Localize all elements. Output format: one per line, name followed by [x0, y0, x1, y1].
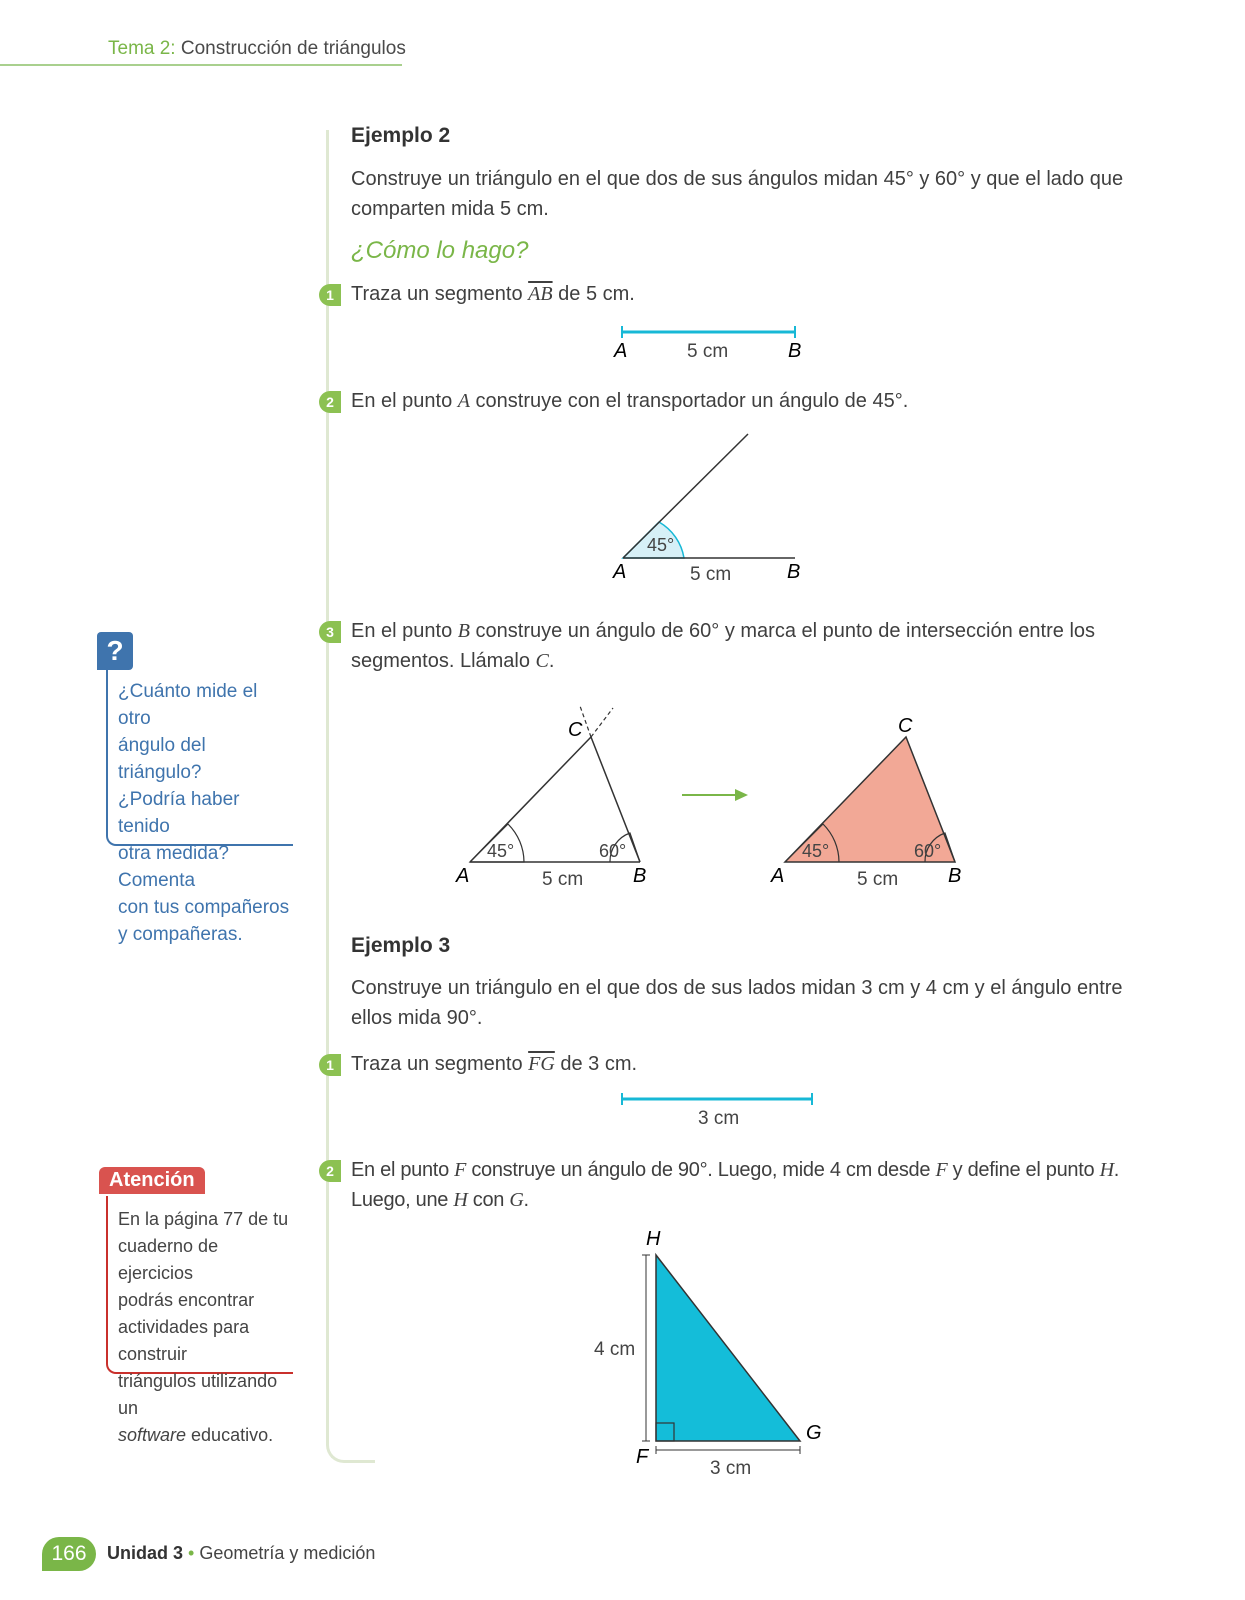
- point-label-g: G: [806, 1422, 822, 1444]
- point-name: H: [453, 1189, 468, 1211]
- arrow-icon: [680, 785, 750, 805]
- step-text: construye un ángulo de 60° y marca el punto de intersección entre los segmentos. Llámalo: [351, 620, 1096, 672]
- attention-line: [118, 1422, 298, 1449]
- step-number: 1: [319, 284, 341, 306]
- point-name: C: [535, 650, 549, 672]
- figure-right-triangle: [590, 1225, 850, 1490]
- point-label-b: B: [633, 865, 647, 887]
- page-header: [108, 38, 406, 60]
- header-divider: [0, 64, 402, 66]
- figure-angle-45: [600, 430, 820, 590]
- step-number: 2: [319, 1160, 341, 1182]
- question-line: y compañeras.: [118, 924, 243, 945]
- point-name: G: [509, 1189, 524, 1211]
- header-tema: Tema 2:: [108, 38, 176, 59]
- step-text: Traza un segmento: [351, 1053, 529, 1075]
- example-3-statement: Construye un triángulo en el que dos de sus lados midan 3 cm y 4 cm y el ángulo entre ellos mida 90°.: [351, 977, 1123, 1029]
- point-name: F: [935, 1159, 948, 1181]
- point-label-a: A: [456, 865, 470, 887]
- step-number: 1: [319, 1054, 341, 1076]
- example-2-title: Ejemplo 2: [351, 124, 451, 147]
- figure-triangle-construction: [456, 700, 660, 890]
- example-3-title: Ejemplo 3: [351, 934, 451, 957]
- step-text: . Luego, une: [351, 1159, 1120, 1211]
- example-2-statement: Construye un triángulo en el que dos de sus ángulos midan 45° y 60° y que el lado que comparten mida 5 cm.: [351, 168, 1124, 220]
- point-name: B: [457, 620, 470, 642]
- point-name: H: [1099, 1159, 1114, 1181]
- figure-segment-ab: [600, 322, 820, 367]
- dashed-extension: [591, 708, 613, 737]
- figure-segment-fg: [620, 1089, 820, 1129]
- question-line: otra medida? Comenta: [118, 843, 229, 891]
- step-text: En el punto: [351, 390, 458, 412]
- angle-label: 45°: [647, 535, 675, 555]
- angle-label: 60°: [599, 841, 627, 861]
- angle-label: 45°: [487, 841, 515, 861]
- page-footer: [107, 1543, 375, 1564]
- angle-label: 60°: [914, 841, 942, 861]
- length-label: 5 cm: [687, 341, 729, 362]
- segment-name: $\overline{AB}$: [528, 283, 553, 305]
- point-label-b: B: [787, 561, 801, 583]
- length-label: 5 cm: [690, 564, 732, 585]
- step-number: 2: [319, 391, 341, 413]
- angle-label: 45°: [802, 841, 830, 861]
- step-text: con: [467, 1189, 510, 1211]
- attention-line: En la página 77 de tu: [118, 1209, 289, 1229]
- step-text: de 3 cm.: [554, 1053, 638, 1075]
- attention-line: actividades para construir: [118, 1317, 250, 1364]
- ex3-step-2: [351, 1155, 1131, 1215]
- step-number: 3: [319, 621, 341, 643]
- point-label-b: B: [788, 340, 802, 362]
- segment-name: $\overline{FG}$: [528, 1053, 555, 1075]
- ex2-step-1: [351, 279, 1131, 309]
- footer-separator: •: [188, 1543, 195, 1563]
- step-text: En el punto: [351, 620, 458, 642]
- question-line: ¿Cuánto mide el otro: [118, 681, 258, 729]
- step-text: .: [548, 650, 555, 672]
- point-label-a: A: [613, 561, 627, 583]
- point-name: F: [454, 1159, 467, 1181]
- attention-line: podrás encontrar: [118, 1290, 255, 1310]
- question-icon: ?: [97, 632, 133, 670]
- page-number: 166: [42, 1537, 96, 1571]
- footer-topic: Geometría y medición: [199, 1543, 376, 1563]
- point-name: A: [457, 390, 470, 412]
- step-text: de 5 cm.: [552, 283, 635, 305]
- attention-italic: software: [118, 1425, 187, 1445]
- step-text: .: [523, 1189, 529, 1211]
- length-label: 5 cm: [857, 869, 899, 890]
- ex3-step-1: [351, 1049, 1131, 1079]
- point-label-b: B: [948, 865, 962, 887]
- attention-line: triángulos utilizando un: [118, 1371, 278, 1418]
- ray-line: [623, 434, 748, 558]
- point-label-f: F: [636, 1446, 649, 1468]
- ex2-step-3: [351, 616, 1131, 676]
- content-bracket: [326, 130, 375, 1463]
- point-label-h: H: [646, 1228, 661, 1250]
- step-text: construye un ángulo de 90°. Luego, mide 4 cm desde: [466, 1159, 936, 1181]
- attention-label: Atención: [99, 1167, 205, 1194]
- question-line: ángulo del triángulo?: [118, 735, 206, 783]
- step-text: construye con el transportador un ángulo de 45°.: [469, 390, 909, 412]
- question-line: ¿Podría haber tenido: [118, 789, 240, 837]
- arrow-head: [735, 789, 748, 801]
- point-label-a: A: [771, 865, 785, 887]
- attention-line: cuaderno de ejercicios: [118, 1236, 219, 1283]
- question-line: con tus compañeros: [118, 897, 290, 918]
- figure-triangle-filled: [771, 715, 975, 890]
- point-label-c: C: [898, 715, 913, 737]
- ex2-step-2: [351, 386, 1131, 416]
- header-title: Construcción de triángulos: [180, 38, 406, 59]
- footer-unit: Unidad 3: [107, 1543, 184, 1563]
- triangle-fgh: [656, 1255, 800, 1441]
- step-text: En el punto: [351, 1159, 455, 1181]
- step-text: y define el punto: [947, 1159, 1100, 1181]
- how-heading: ¿Cómo lo hago?: [351, 237, 529, 264]
- length-label: 4 cm: [594, 1339, 636, 1360]
- step-text: Traza un segmento: [351, 283, 529, 305]
- point-label-a: A: [614, 340, 628, 362]
- question-text: [118, 678, 293, 948]
- length-label: 5 cm: [542, 869, 584, 890]
- point-label-c: C: [568, 719, 583, 741]
- attention-text: [118, 1206, 298, 1449]
- length-label: 3 cm: [710, 1458, 752, 1479]
- attention-rest: educativo.: [186, 1425, 274, 1445]
- length-label: 3 cm: [698, 1108, 740, 1129]
